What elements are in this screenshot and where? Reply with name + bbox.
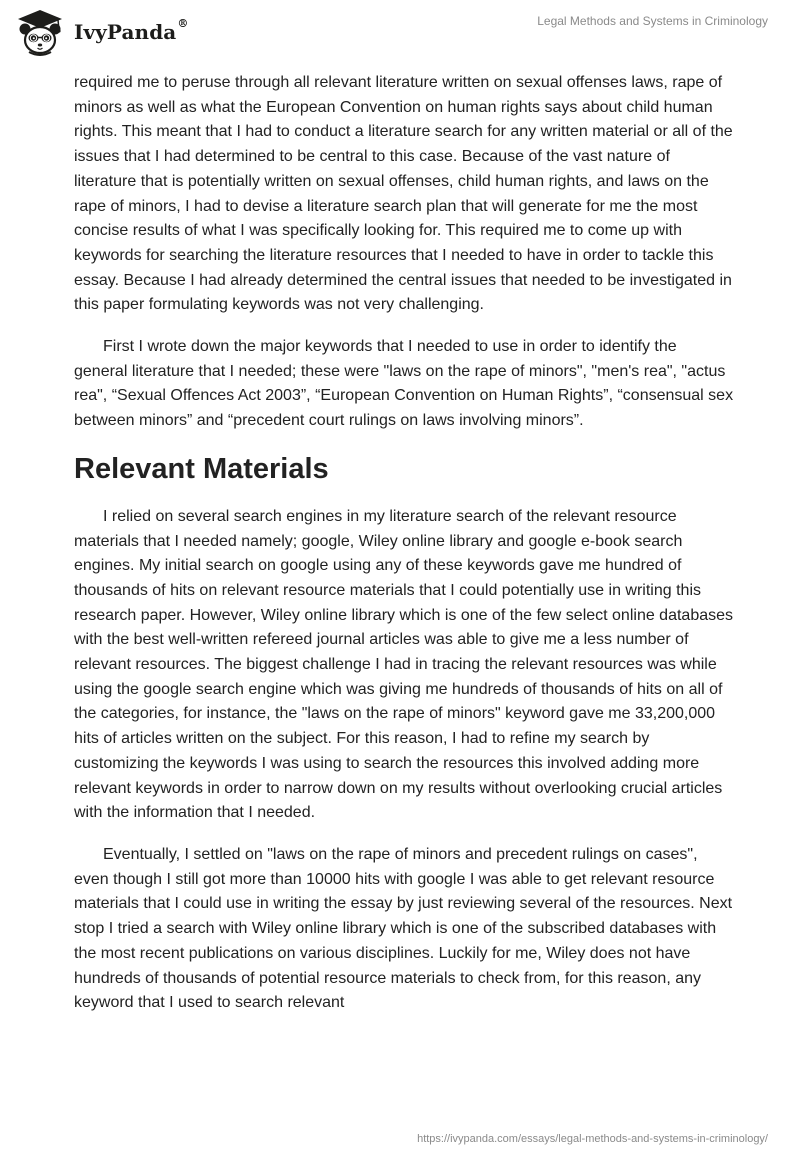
paragraph-3: I relied on several search engines in my literature search of the relevant resource materials that I needed namely; google, Wiley online library and google e-book search engines. My initial search on google using any of these keywords gave me hundred of thousands of hits on relevant resource materials that I could potentially use in writing this research paper. However, Wiley online library which is one of the few select online databases with the best well-written refereed journal articles was able to give me a less number of relevant resources. The biggest challenge I had in tracing the relevant resources was while using the google search engine which was giving me hundreds of thousands of hits on all of the categories, for instance, the "laws on the rape of minors" keyword gave me 33,200,000 hits of articles written on the subject. For this reason, I had to refine my search by customizing the keywords I was using to search the resources this involved adding more relevant keywords in order to narrow down on my results without overlooking crucial articles with the information that I needed. — [74, 507, 734, 822]
ivypanda-logo[interactable] — [14, 8, 188, 58]
source-url[interactable]: https://ivypanda.com/essays/legal-methods-and-systems-in-criminology/ — [417, 1133, 768, 1145]
page-header — [0, 0, 800, 66]
document-title: Legal Methods and Systems in Criminology — [537, 14, 768, 28]
section-heading-relevant-materials: Relevant Materials — [74, 452, 329, 485]
brand-name: IvyPanda® — [74, 17, 189, 44]
paragraph-4: Eventually, I settled on "laws on the rape of minors and precedent rulings on cases", even though I still got more than 10000 hits with google I was able to get relevant resource materials that I could use in writing the essay by just reviewing several of the resources. Next stop I tried a search with Wiley online library which is one of the subscribed databases with the most recent publications on various disciplines. Luckily for me, Wiley does not have hundreds of thousands of potential resource materials to check from, for this reason, any keyword that I used to search relevant — [74, 845, 733, 1012]
paragraph-2: First I wrote down the major keywords that I needed to use in order to identify the general literature that I needed; these were "laws on the rape of minors", "men's rea", "actus rea", “Sexual Offences Act 2003”, “European Convention on Human Rights”, “consensual sex between minors” and “precedent court rulings on laws involving minors”. — [74, 338, 734, 430]
paragraph-1: required me to peruse through all relevant literature written on sexual offenses laws, rape of minors as well as what the European Convention on human rights says about child human rights. This meant that I had to conduct a literature search for any written material or all of the issues that I had determined to be central to this case. Because of the vast nature of literature that is potentially written on sexual offenses, child human rights, and laws on the rape of minors, I had to devise a literature search plan that will generate for me the most concise results of what I was specifically looking for. This required me to come up with keywords for searching the literature resources that I needed to have in order to tackle this essay. Because I had already determined the central issues that needed to be investigated in this paper formulating keywords was not very challenging. — [74, 74, 733, 314]
essay-content — [74, 71, 734, 1033]
panda-graduate-icon — [14, 8, 66, 58]
